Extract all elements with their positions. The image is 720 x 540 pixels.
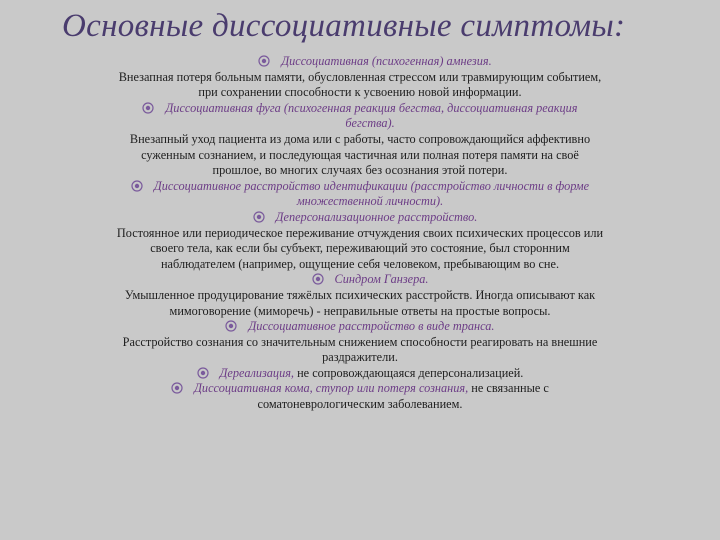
list-item-heading: Синдром Ганзера. bbox=[60, 272, 660, 288]
list-item-text: раздражители. bbox=[322, 350, 398, 365]
list-item-heading: Деперсонализационное расстройство. bbox=[60, 210, 660, 226]
bullet-icon bbox=[171, 382, 183, 394]
list-item-text: наблюдателем (например, ощущение себя человеком, пребывающим во сне. bbox=[160, 256, 560, 271]
bullet-icon bbox=[312, 273, 324, 285]
bullet-icon bbox=[197, 367, 209, 379]
list-item-text: прошлое, во многих случаях без осознания этой потери. bbox=[212, 163, 508, 178]
list-item-heading: Диссоциативная кома, ступор или потеря сознания, не связанные с bbox=[60, 381, 660, 397]
bullet-icon bbox=[258, 55, 270, 67]
list-item-heading: множественной личности). bbox=[296, 194, 444, 209]
bullet-icon bbox=[253, 211, 265, 223]
list-item-heading: Диссоциативная (психогенная) амнезия. bbox=[60, 54, 660, 70]
list-item-text: Внезапная потеря больным памяти, обусловленная стрессом или травмирующим событием, bbox=[118, 69, 602, 84]
list-item-text: Постоянное или периодическое переживание отчуждения своих психических процессов или bbox=[116, 225, 604, 240]
list-item-text: своего тела, как если бы субъект, переживающий это состояние, был сторонним bbox=[150, 241, 570, 256]
list-item-heading: Диссоциативное расстройство в виде транса. bbox=[60, 319, 660, 335]
list-item-heading: Диссоциативное расстройство идентификации (расстройство личности в форме bbox=[60, 179, 660, 195]
list-item-heading: бегства). bbox=[345, 116, 395, 131]
list-item-text: Внезапный уход пациента из дома или с работы, часто сопровождающийся аффективно bbox=[129, 131, 591, 146]
list-item-text: мимоговорение (миморечь) - неправильные ответы на простые вопросы. bbox=[169, 303, 551, 318]
list-item-text: суженным сознанием, и последующая частичная или полная потеря памяти на своё bbox=[141, 147, 579, 162]
slide-title: Основные диссоциативные симптомы: bbox=[62, 8, 626, 44]
list-item-text: соматоневрологическим заболеванием. bbox=[257, 397, 463, 412]
bullet-icon bbox=[142, 102, 154, 114]
list-item-text: Умышленное продуцирование тяжёлых психических расстройств. Иногда описывают как bbox=[124, 287, 596, 302]
symptom-list bbox=[60, 54, 660, 413]
bullet-icon bbox=[131, 180, 143, 192]
list-item-text: при сохранении способности к усвоению новой информации. bbox=[198, 85, 522, 100]
bullet-icon bbox=[225, 320, 237, 332]
list-item-heading: Дереализация, не сопровождающаяся деперсонализацией. bbox=[60, 366, 660, 382]
list-item-text: Расстройство сознания со значительным снижением способности реагировать на внешние bbox=[122, 334, 598, 349]
list-item-heading: Диссоциативная фуга (психогенная реакция бегства, диссоциативная реакция bbox=[60, 101, 660, 117]
